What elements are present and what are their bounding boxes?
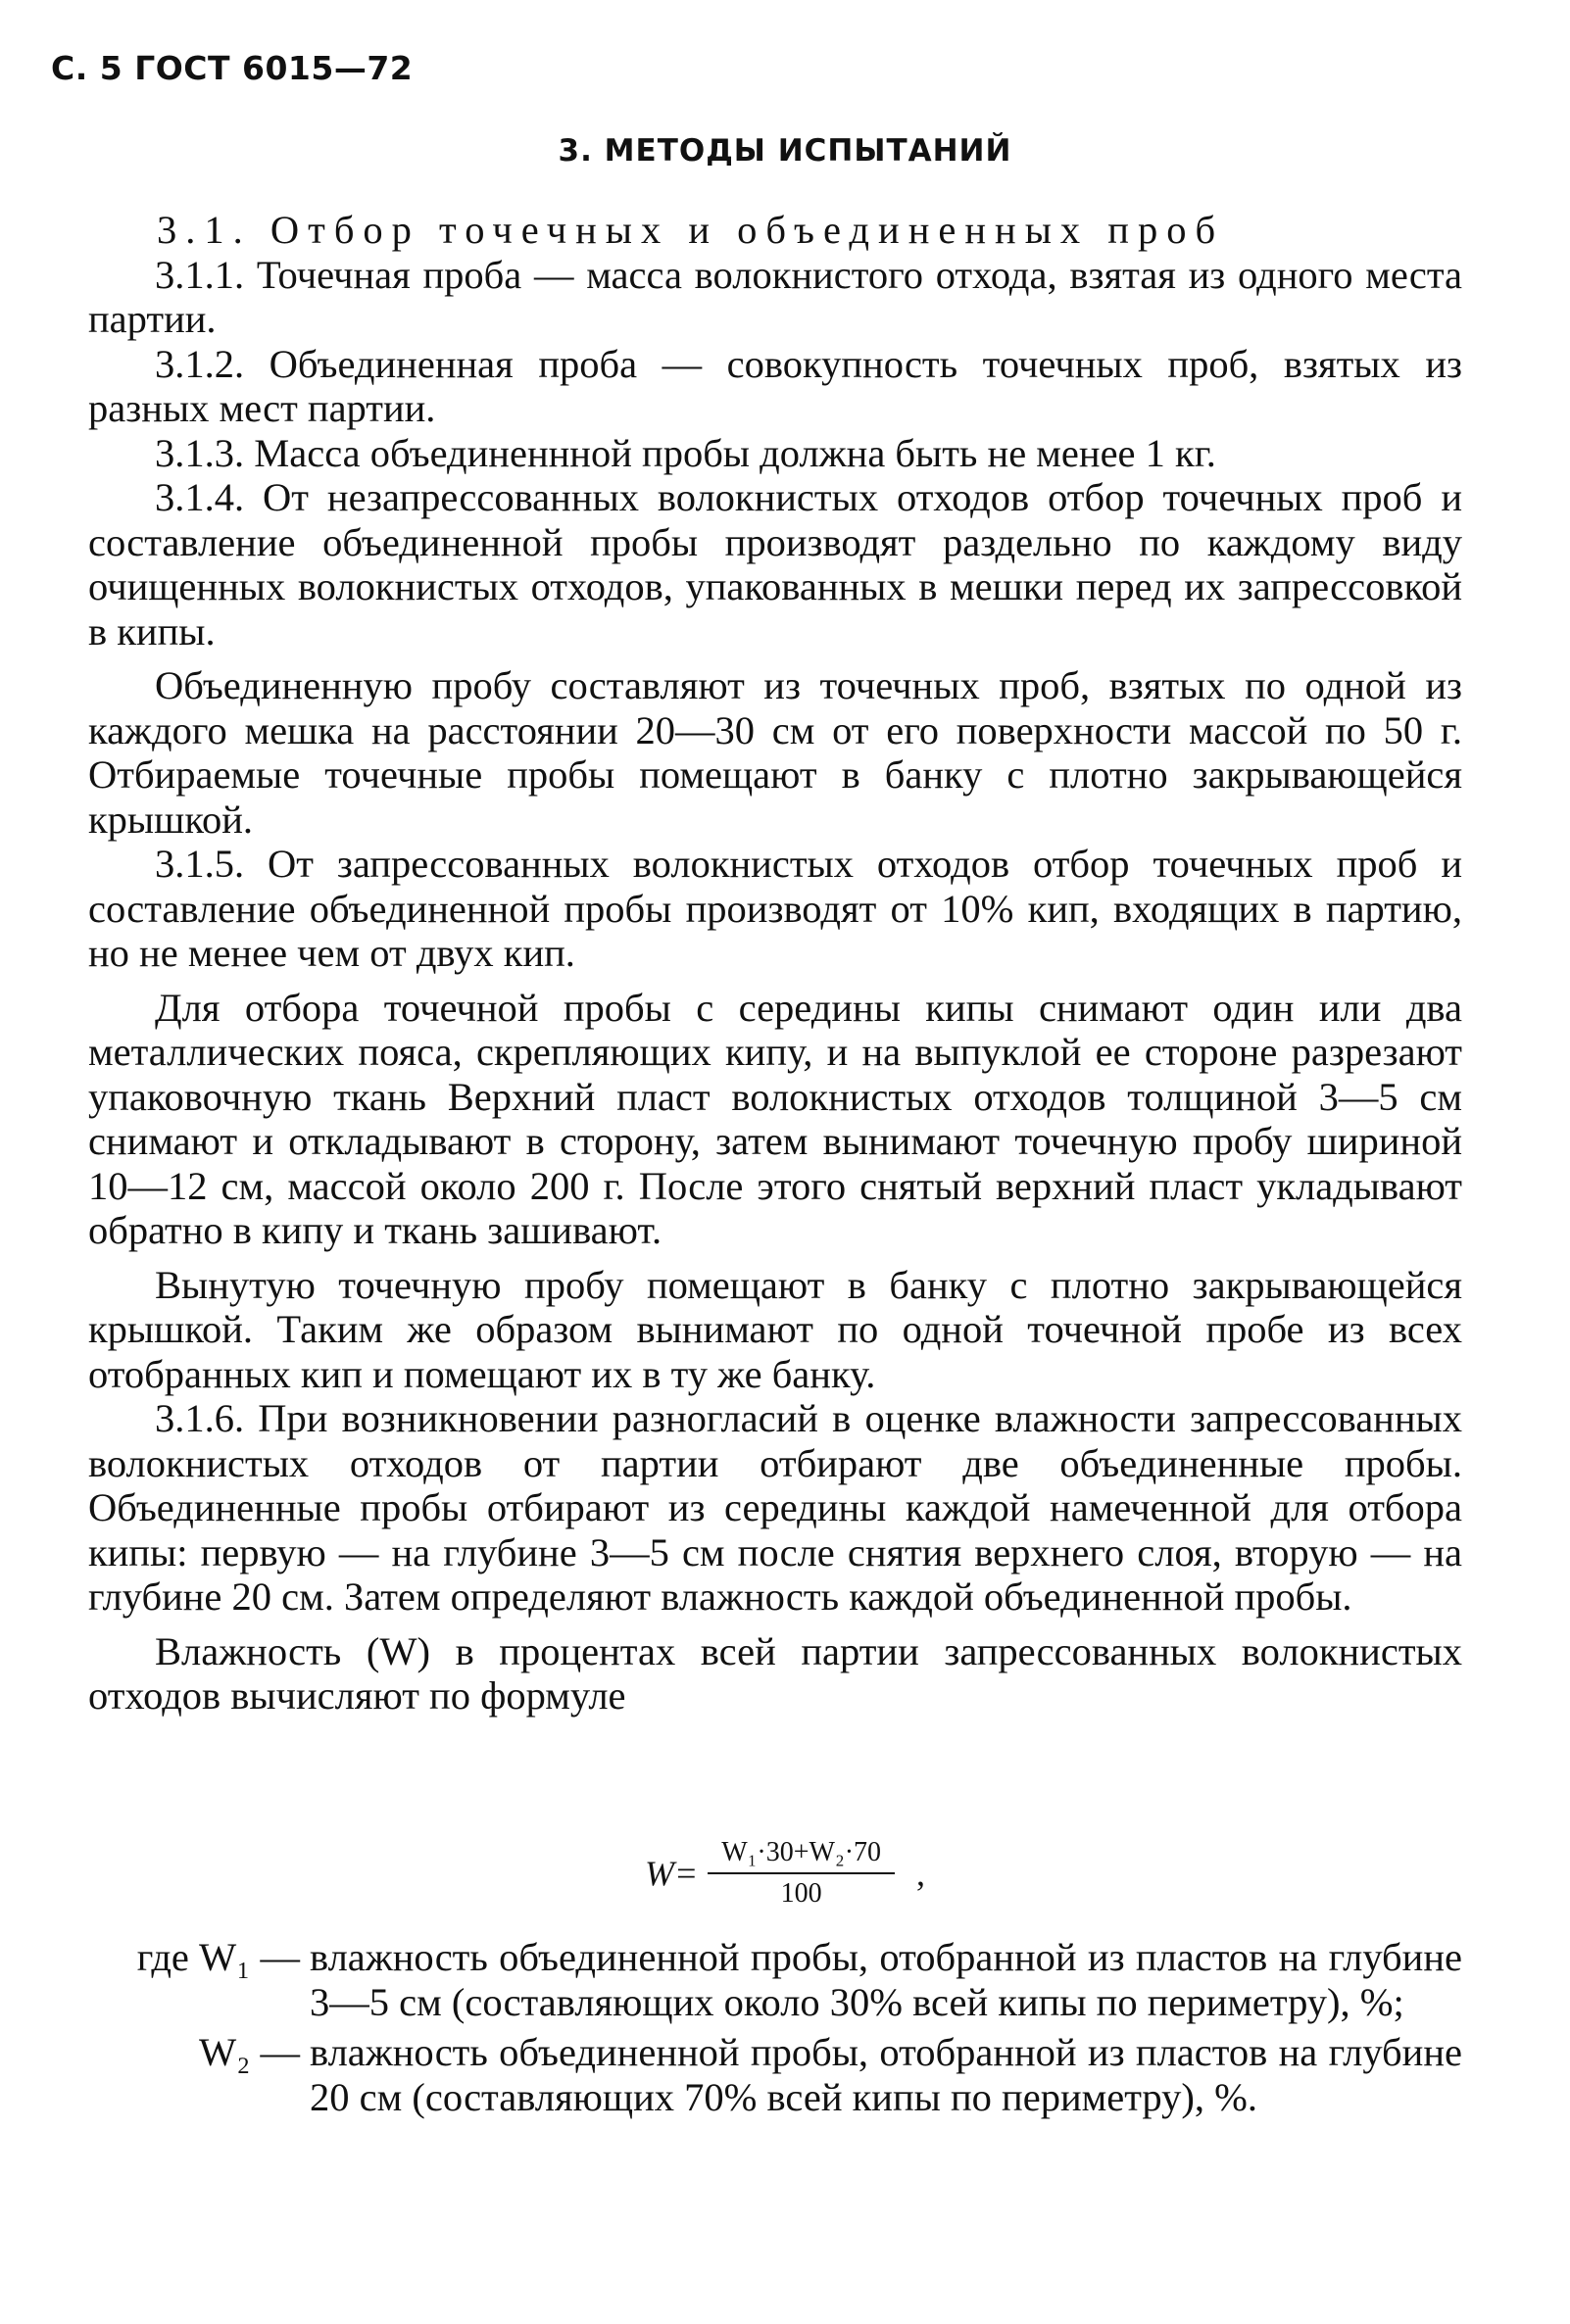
paragraph-3-1-4: 3.1.4. От незапрессованных волокнистых отходов отбор точечных проб и составление объединенной пробы производят раздельно по каждому виду очищенных волокнистых отходов, упакованных в мешки перед их запрессовкой в кипы.	[88, 475, 1462, 654]
paragraph-3-1-1: 3.1.1. Точечная проба — масса волокнистого отхода, взятая из одного места партии.	[88, 252, 1462, 341]
legend-key: W₂ —	[199, 2030, 300, 2074]
paragraph-3-1-5-cont2: Вынутую точечную пробу помещают в банку с плотно закрывающейся крышкой. Таким же образом вынимают по одной точечной пробе из всех отобранных кип и помещают их в ту же банку.	[88, 1262, 1462, 1396]
paragraph-3-1-5: 3.1.5. От запрессованных волокнистых отходов отбор точечных проб и составление объединенной пробы производят от 10% кип, входящих в партию, но не менее чем от двух кип.	[88, 842, 1462, 975]
formula-numerator: W₁·30+W₂·70	[708, 1837, 895, 1874]
formula-denominator: 100	[780, 1878, 822, 1909]
paragraph-3-1-3: 3.1.3. Масса объединеннной пробы должна быть не менее 1 кг.	[155, 430, 1216, 475]
formula-fraction	[708, 1837, 895, 1910]
paragraph-moisture-formula-intro: Влажность (W) в процентах всей партии запрессованных волокнистых отходов вычисляют по формуле	[88, 1628, 1462, 1718]
paragraph-3-1-6: 3.1.6. При возникновении разногласий в оценке влажности запрессованных волокнистых отходов от партии отбирают две объединенные пробы. Объединенные пробы отбирают из середины каждой намеченной для отбора кипы: первую — на глубине 3—5 см после снятия верхнего слоя, вторую — на глубине 20 см. Затем определяют влажность каждой объединенной пробы.	[88, 1396, 1462, 1619]
legend-key: где W₁ —	[136, 1935, 300, 1979]
legend-text: влажность объединенной пробы, отобранной из пластов на глубине 3—5 см (составляющих около 30% всей кипы по периметру), %;	[310, 1935, 1462, 2024]
paragraph-3-1-2: 3.1.2. Объединенная проба — совокупность точечных проб, взятых из разных мест партии.	[88, 341, 1462, 430]
legend-row-w1	[88, 1935, 1462, 2024]
legend-text: влажность объединенной пробы, отобранной из пластов на глубине 20 см (составляющих 70% всей кипы по периметру), %.	[310, 2030, 1462, 2119]
section-title: 3. МЕТОДЫ ИСПЫТАНИЙ	[558, 133, 1012, 169]
formula-lhs: W=	[644, 1854, 699, 1893]
subsection-title: 3.1. Отбор точечных и объединенных проб	[157, 208, 1225, 252]
running-head: С. 5 ГОСТ 6015—72	[51, 49, 414, 87]
formula-trailing-comma: ,	[916, 1854, 926, 1893]
paragraph-3-1-4-cont: Объединенную пробу составляют из точечных проб, взятых по одной из каждого мешка на расстоянии 20—30 см от его поверхности массой по 50 г. Отбираемые точечные пробы помещают в банку с плотно закрывающейся крышкой.	[88, 663, 1462, 842]
legend-row-w2	[88, 2030, 1462, 2119]
moisture-formula	[0, 1837, 1570, 1910]
document-body	[88, 208, 1462, 1719]
paragraph-3-1-5-cont: Для отбора точечной пробы с середины кипы снимают один или два металлических пояса, скрепляющих кипу, и на выпуклой ее стороне разрезают упаковочную ткань Верхний пласт волокнистых отходов толщиной 3—5 см снимают и откладывают в сторону, затем вынимают точечную пробу шириной 10—12 см, массой около 200 г. После этого снятый верхний пласт укладывают обратно в кипу и ткань зашивают.	[88, 985, 1462, 1252]
formula-legend	[88, 1935, 1462, 2119]
